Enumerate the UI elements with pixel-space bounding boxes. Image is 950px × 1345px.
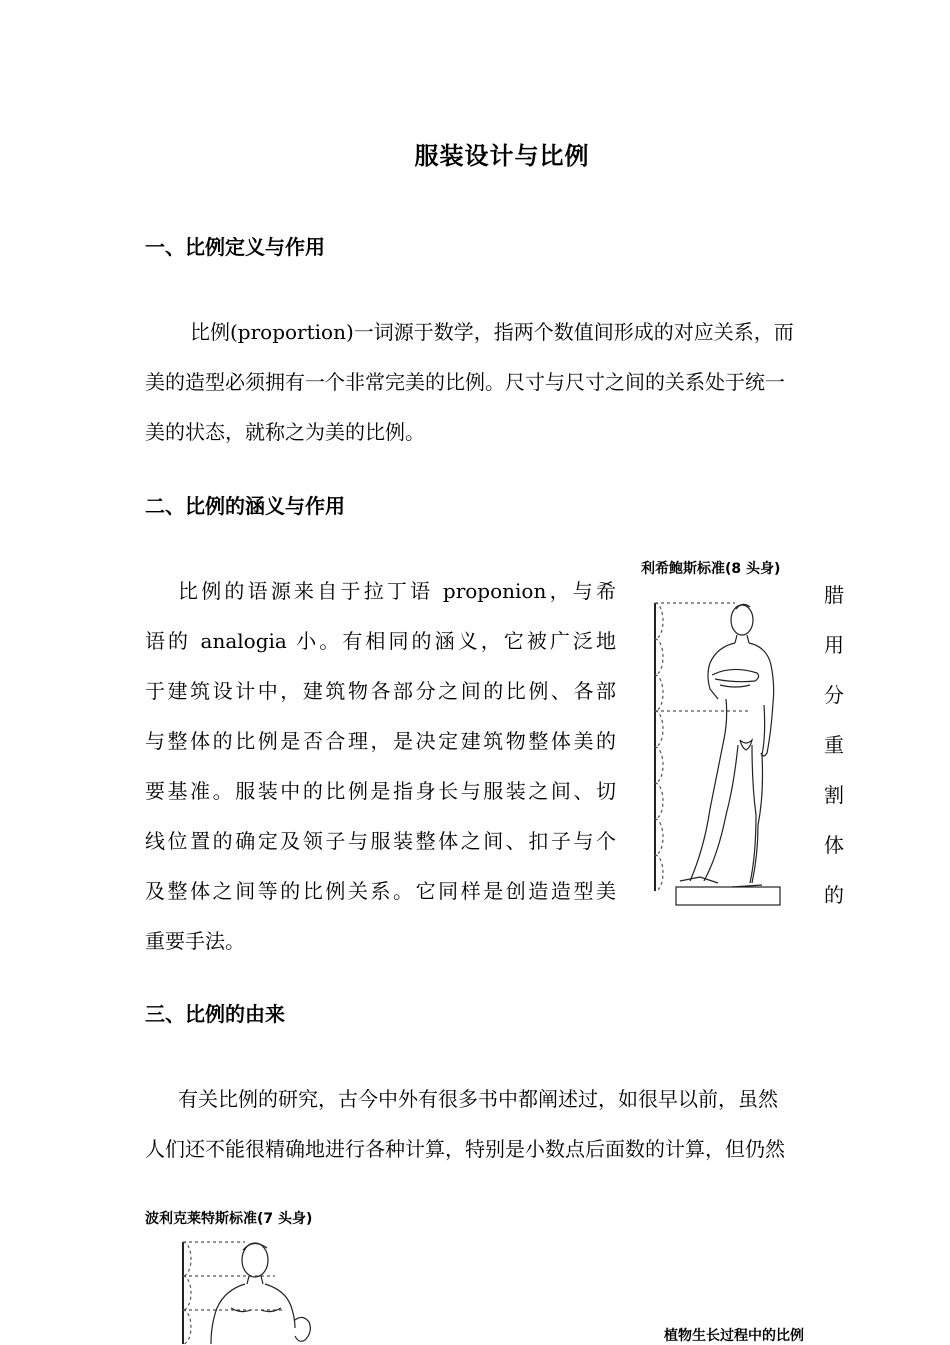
paragraph-line: 及整体之间等的比例关系。它同样是创造造型美 bbox=[145, 879, 616, 903]
paragraph-line-end: 的 bbox=[824, 883, 844, 907]
paragraph-line: 于建筑设计中，建筑物各部分之间的比例、各部 bbox=[145, 679, 616, 703]
paragraph-line: 要基准。服装中的比例是指身长与服装之间、切 bbox=[145, 779, 616, 803]
paragraph-line: 线位置的确定及领子与服装整体之间、扣子与个 bbox=[145, 829, 616, 853]
paragraph-line: 比例(proportion)一词源于数学，指两个数值间形成的对应关系，而 bbox=[190, 320, 794, 344]
section-heading-2: 二、比例的涵义与作用 bbox=[145, 494, 345, 518]
paragraph-line: 语的 analogia 小。有相同的涵义，它被广泛地 bbox=[145, 629, 616, 653]
paragraph-line-end: 腊 bbox=[824, 583, 844, 607]
figure-caption-plant: 植物生长过程中的比例 bbox=[664, 1328, 804, 1344]
lysippos-figure bbox=[640, 595, 790, 907]
paragraph-line: 人们还不能很精确地进行各种计算，特别是小数点后面数的计算，但仍然 bbox=[145, 1137, 785, 1161]
paragraph-line: 有关比例的研究，古今中外有很多书中都阐述过，如很早以前，虽然 bbox=[178, 1087, 778, 1111]
paragraph-line-end: 割 bbox=[824, 783, 844, 807]
polykleitos-figure bbox=[175, 1238, 335, 1344]
section-heading-3: 三、比例的由来 bbox=[145, 1002, 285, 1026]
paragraph-line-end: 分 bbox=[824, 683, 844, 707]
page-title: 服装设计与比例 bbox=[414, 142, 590, 170]
figure-caption-polykleitos: 波利克莱特斯标准(7 头身) bbox=[145, 1211, 313, 1227]
figure-caption-lysippos: 利希鲍斯标准(8 头身) bbox=[641, 561, 781, 577]
paragraph-line: 美的状态，就称之为美的比例。 bbox=[145, 420, 425, 444]
paragraph-line: 重要手法。 bbox=[145, 929, 245, 953]
paragraph-line: 美的造型必须拥有一个非常完美的比例。尺寸与尺寸之间的关系处于统一 bbox=[145, 370, 785, 394]
paragraph-line: 比例的语源来自于拉丁语 proponion，与希 bbox=[178, 579, 616, 603]
section-heading-1: 一、比例定义与作用 bbox=[145, 235, 325, 259]
paragraph-line-end: 用 bbox=[824, 633, 844, 657]
paragraph-line-end: 体 bbox=[824, 833, 844, 857]
paragraph-line-end: 重 bbox=[824, 733, 844, 757]
paragraph-line: 与整体的比例是否合理，是决定建筑物整体美的 bbox=[145, 729, 616, 753]
